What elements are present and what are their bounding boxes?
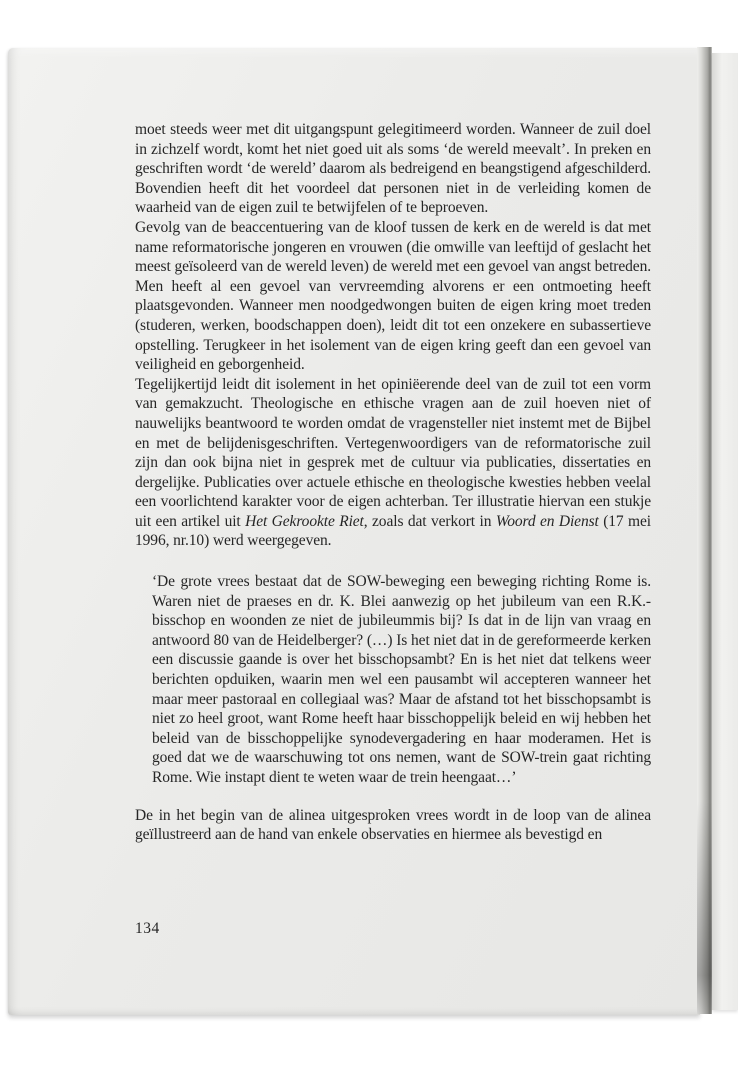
journal-title-het-gekrookte-riet: Het Gekrookte Riet (245, 512, 364, 530)
paragraph-4: De in het begin van de alinea uitgesproken vrees wordt in de loop van de alinea geïllustreerd aan de hand van enkele observaties en hiermee als bevestigd en (135, 806, 651, 844)
paragraph-3-text-b: , zoals dat verkort in (363, 512, 496, 530)
paragraph-2: Gevolg van de beaccentuering van de kloof tussen de kerk en de wereld is dat met name reformatorische jongeren en vrouwen (die omwille van leeftijd of geslacht het meest geïsoleerd van de wereld leven) de wereld met een gevoel van angst betreden. Men heeft al een gevoel van vervreemding alvorens er een ontmoeting heeft plaatsgevonden. Wanneer men noodgedwongen buiten de eigen kring moet treden (studeren, werken, boodschappen doen), leidt dit tot een onzekere en subassertieve opstelling. Terugkeer in het isolement van de eigen kring geeft dan een gevoel van veiligheid en geborgenheid. (135, 218, 651, 374)
paragraph-3 (135, 375, 651, 551)
page-edge-shadow (697, 47, 712, 1014)
book-page (8, 48, 700, 1015)
paragraph-3-text-c: (17 mei 1996, nr.10) werd weergegeven. (135, 512, 651, 550)
underlying-page-edge (712, 53, 738, 1010)
paragraph-1: moet steeds weer met dit uitgangspunt gelegitimeerd worden. Wanneer de zuil doel in zichzelf wordt, komt het niet goed uit als soms ‘de wereld meevalt’. In preken en geschriften wordt ‘de wereld’ daarom als bedreigend en beangstigend afgeschilderd. Bovendien heeft dit het voordeel dat personen niet in de verleiding komen de waarheid van de eigen zuil te betwijfelen of te beproeven. (135, 121, 651, 217)
paragraph-3-text-a: Tegelijkertijd leidt dit isolement in het opiniëerende deel van de zuil tot een vorm van gemakzucht. Theologische en ethische vragen aan de zuil hoeven niet of nauwelijks beantwoord te worden omdat de vragensteller niet instemt met de Bijbel en met de belijdenisgeschriften. Vertegenwoordigers van de reformatorische zuil zijn dan ook bijna niet in gesprek met de cultuur via publicaties, dissertaties en dergelijke. Publicaties over actuele ethische en theologische kwesties hebben veelal een voorlichtend karakter voor de eigen achterban. Ter illustratie hiervan een stukje uit een artikel uit (135, 375, 651, 530)
journal-title-woord-en-dienst: Woord en Dienst (495, 512, 599, 530)
page-number: 134 (135, 920, 160, 937)
block-quote: ‘De grote vrees bestaat dat de SOW-beweging een beweging richting Rome is. Waren niet de praeses en dr. K. Blei aanwezig op het jubileum van een R.K.-bisschop en woonden ze niet de jubileummis bij? Is dat in de lijn van vraag en antwoord 80 van de Heidelberger? (…) Is het niet dat in de gereformeerde kerken een discussie gaande is over het bisschopsambt? En is het niet dat telkens weer berichten opduiken, waarin men wel een pausambt wil accepteren wanneer het maar meer pastoraal en collegiaal was? Maar de afstand tot het bisschopsambt is niet zo heel groot, want Rome heeft haar bisschoppelijk beleid en wij hebben het beleid van de bisschoppelijke synodevergadering en haar moderamen. Het is goed dat we de waarschuwing tot ons nemen, want de SOW-trein gaat richting Rome. Wie instapt dient te weten waar de trein heengaat…’ (152, 573, 651, 786)
text-column (135, 120, 651, 845)
